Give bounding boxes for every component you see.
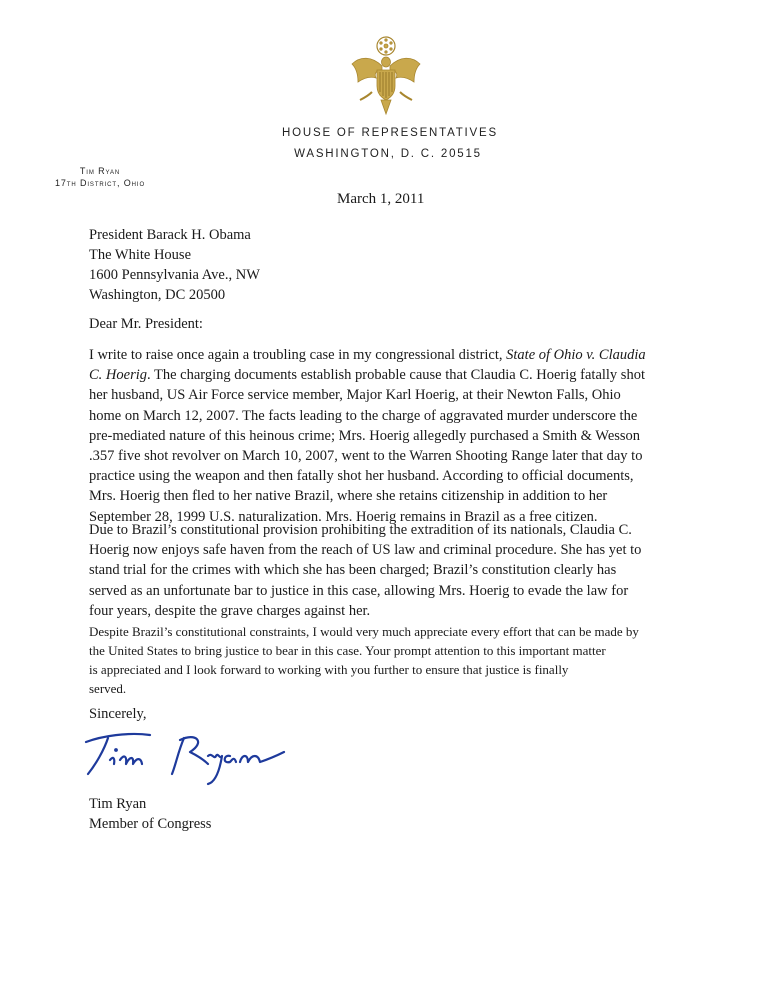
- paragraph-line: stand trial for the crimes with which she has been charged; Brazil’s constitution clearly has: [89, 562, 617, 579]
- paragraph-line: Hoerig now enjoys safe haven from the reach of US law and criminal procedure. She has yet to: [89, 542, 642, 559]
- paragraph-line: .357 five shot revolver on March 10, 2007, went to the Warren Shooting Range later that day to: [89, 448, 643, 465]
- paragraph-line: her husband, US Air Force service member, Major Karl Hoerig, at their Newton Falls, Ohio: [89, 387, 621, 404]
- paragraph-line: served as an unfortunate bar to justice in this case, allowing Mrs. Hoerig to evade the law for: [89, 582, 629, 599]
- paragraph-line: four years, despite the grave charges against her.: [89, 602, 371, 619]
- letterhead-address: WASHINGTON, D. C. 20515: [294, 148, 482, 160]
- case-name: State of Ohio v. Claudia: [506, 347, 646, 363]
- member-name: Tim Ryan: [79, 166, 121, 176]
- signature-image: [80, 726, 290, 788]
- recipient-address: [89, 225, 260, 305]
- paragraph-line: practice using the weapon and then fatally shot her husband. According to official documents,: [89, 468, 634, 485]
- paragraph-line: is appreciated and I look forward to working with you further to ensure that justice is finally: [89, 662, 569, 677]
- paragraph-line: the United States to bring justice to bear in this case. Your prompt attention to this important matter: [89, 643, 606, 658]
- letterhead-title: HOUSE OF REPRESENTATIVES: [282, 127, 498, 139]
- paragraph-line: pre-mediated nature of this heinous crime; Mrs. Hoerig allegedly purchased a Smith & Wesson: [89, 427, 641, 444]
- body-paragraph-2: [89, 520, 679, 621]
- recipient-office: The White House: [89, 247, 192, 263]
- paragraph-line: [89, 365, 679, 385]
- letter-date: March 1, 2011: [337, 191, 425, 207]
- case-name: C. Hoerig: [89, 367, 147, 384]
- paragraph-line: Due to Brazil’s constitutional provision prohibiting the extradition of its nationals, Claudia C.: [89, 522, 632, 538]
- paragraph-text: . The charging documents establish probable cause that Claudia C. Hoerig fatally shot: [147, 367, 645, 384]
- body-paragraph-1: [89, 345, 679, 527]
- salutation: Dear Mr. President:: [89, 316, 203, 332]
- paragraph-line: served.: [89, 681, 127, 696]
- paragraph-text: I write to raise once again a troubling case in my congressional district,: [89, 347, 507, 363]
- body-paragraph-3: [89, 622, 679, 698]
- recipient-street: 1600 Pennsylvania Ave., NW: [89, 267, 260, 283]
- signer-title: Member of Congress: [89, 816, 212, 832]
- signer-name: Tim Ryan: [89, 796, 147, 812]
- paragraph-line: home on March 12, 2007. The facts leading to the charge of aggravated murder underscore the: [89, 407, 638, 424]
- signer-block: [89, 794, 211, 834]
- house-seal-icon: [346, 34, 426, 120]
- closing: Sincerely,: [89, 706, 147, 722]
- paragraph-line: September 28, 1999 U.S. naturalization. Mrs. Hoerig remains in Brazil as a free citizen.: [89, 508, 598, 525]
- recipient-city: Washington, DC 20500: [89, 287, 226, 303]
- paragraph-line: [89, 345, 679, 365]
- paragraph-line: Despite Brazil’s constitutional constraints, I would very much appreciate every effort that can be made by: [89, 624, 639, 639]
- member-district: 17th District, Ohio: [54, 178, 146, 188]
- paragraph-line: Mrs. Hoerig then fled to her native Brazil, where she retains citizenship in addition to her: [89, 488, 608, 505]
- recipient-name: President Barack H. Obama: [89, 227, 251, 243]
